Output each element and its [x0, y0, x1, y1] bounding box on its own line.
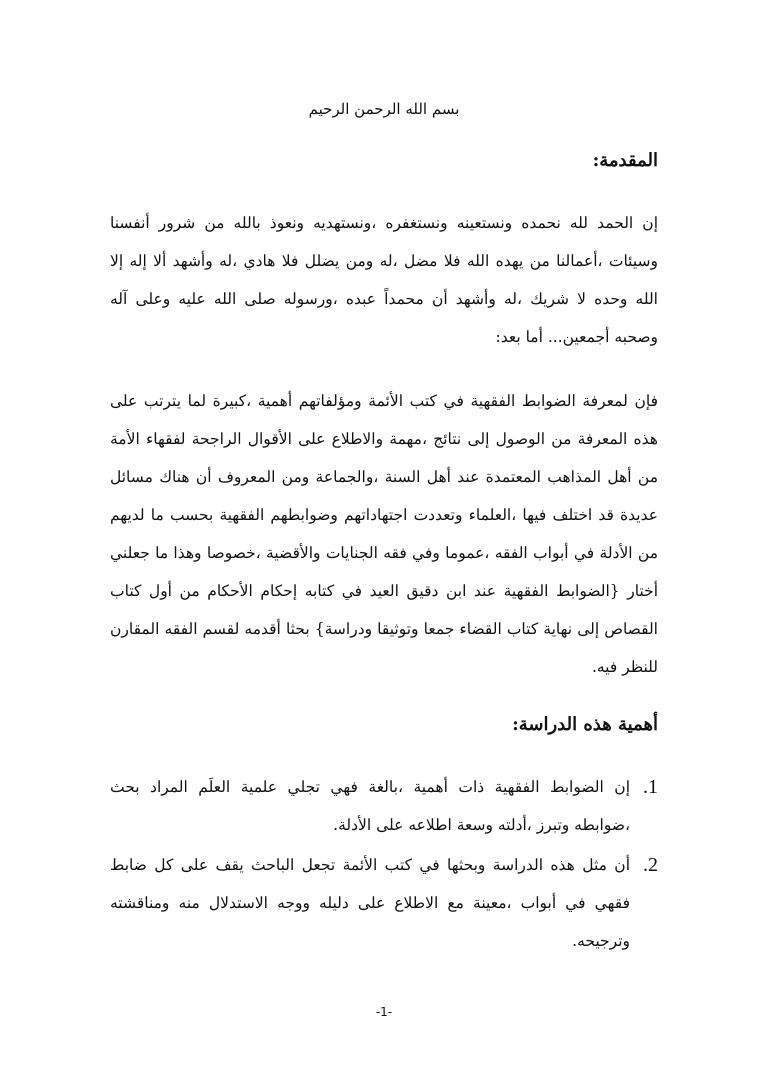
importance-heading: أهمية هذه الدراسة:	[512, 714, 658, 735]
body-paragraph	[110, 382, 658, 686]
body-line: هذه المعرفة من الوصول إلى نتائج ،مهمة والاطلاع على الأقوال الراجحة لفقهاء الأمة	[110, 430, 658, 448]
body-line: عديدة قد اختلف فيها ،العلماء وتعددت اجتهاداتهم وضوابطهم الفقهية بحسب ما لديهم	[110, 506, 658, 524]
body-line: من الأدلة في أبواب الفقه ،عموما وفي فقه الجنايات والأقضية ،خصوصا وهذا ما جعلني	[110, 544, 658, 562]
list-item-number: 1.	[643, 776, 658, 798]
intro-paragraph	[110, 204, 658, 356]
list-item-text: أن مثل هذه الدراسة وبحثها في كتب الأئمة تجعل الباحث يقف على كل ضابط	[110, 856, 630, 874]
list-item	[110, 768, 658, 844]
basmala: بسم الله الرحمن الرحيم	[308, 100, 460, 118]
page-number: -1-	[375, 1005, 393, 1019]
intro-heading: المقدمة:	[592, 150, 658, 171]
body-line: من أهل المذاهب المعتمدة عند أهل السنة ،والجماعة ومن المعروف أن هناك مسائل	[110, 468, 658, 486]
list-item-number: 2.	[643, 854, 658, 876]
list-item-text: إن الضوابط الفقهية ذات أهمية ،بالغة فهي تجلي علمية العلَم المراد بحث	[110, 778, 630, 796]
intro-line: إن الحمد لله نحمده ونستعينه ونستغفره ،ونستهديه ونعوذ بالله من شرور أنفسنا	[110, 214, 658, 232]
list-item-continuation: وترجيحه.	[572, 932, 630, 950]
intro-line: وسيئات ،أعمالنا من يهده الله فلا مضل ،له ومن يضلل فلا هادي ،له وأشهد ألا إله إلا	[110, 252, 658, 270]
intro-line: الله وحده لا شريك ،له وأشهد أن محمداً عبده ،ورسوله صلى الله عليه وعلى آله	[110, 290, 658, 308]
list-item-continuation: فقهي في أبواب ،معينة مع الاطلاع على دليله ووجه الاستدلال منه ومناقشته	[110, 894, 630, 912]
intro-line: وصحبه أجمعين... أما بعد:	[495, 328, 658, 346]
list-item-continuation: ،ضوابطه وتبرز ،أدلته وسعة اطلاعه على الأدلة.	[333, 816, 630, 834]
body-line: للنظر فيه.	[591, 658, 658, 676]
body-line: أختار {الضوابط الفقهية عند ابن دقيق العيد في كتابه إحكام الأحكام من أول كتاب	[110, 582, 658, 600]
body-line: القصاص إلى نهاية كتاب القضاء جمعا وتوثيقا ودراسة} بحثا أقدمه لقسم الفقه المقارن	[110, 620, 658, 638]
body-line: فإن لمعرفة الضوابط الفقهية في كتب الأئمة ومؤلفاتهم أهمية ،كبيرة لما يترتب على	[110, 392, 658, 410]
list-item	[110, 846, 658, 960]
